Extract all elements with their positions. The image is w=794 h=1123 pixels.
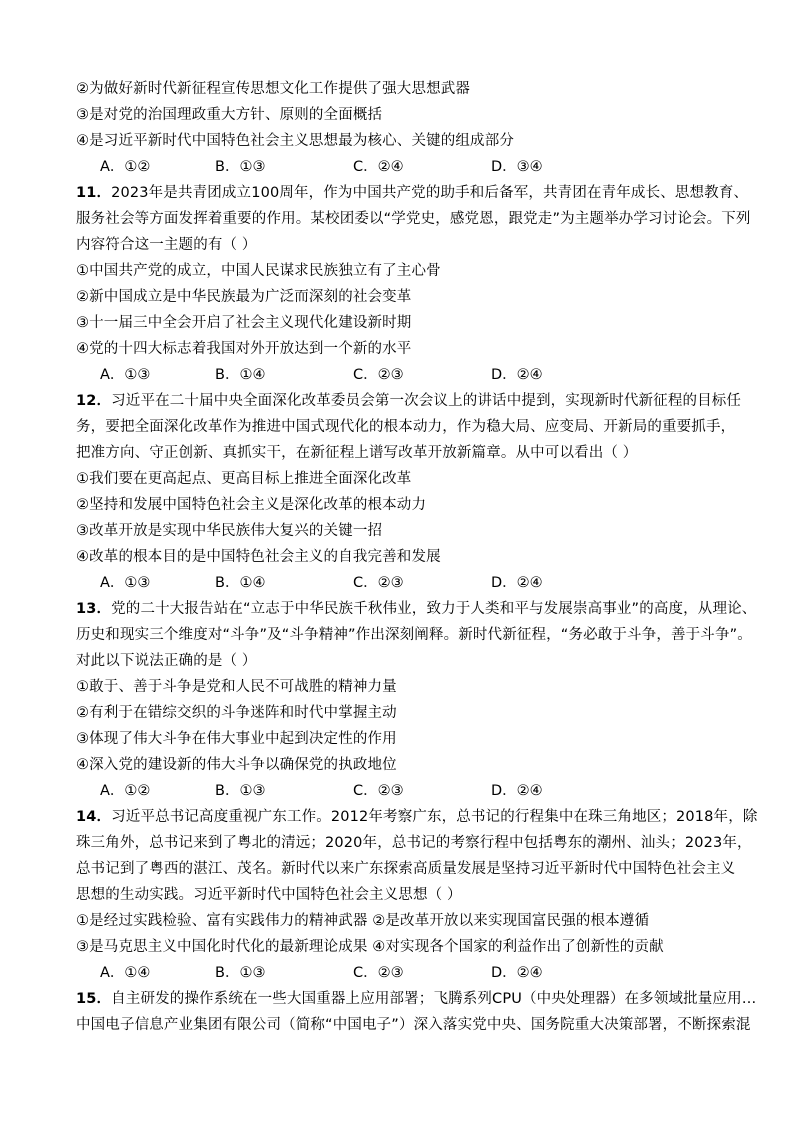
statement-4: ④是习近平新时代中国特色社会主义思想最为核心、关键的组成部分 — [76, 133, 514, 149]
statement-4: ④改革的根本目的是中国特色社会主义的自我完善和发展 — [76, 549, 441, 565]
statement-3-4: ③是马克思主义中国化时代化的最新理论成果 ④对实现各个国家的利益作出了创新性的贡献 — [76, 939, 664, 955]
question-12-stem-2: 务，要把全面深化改革作为推进中国式现代化的根本动力，作为稳大局、应变局、开新局的重要抓手， — [76, 419, 736, 435]
statement-1-2: ①是经过实践检验、富有实践伟力的精神武器 ②是改革开放以来实现国富民强的根本遵循 — [76, 913, 650, 929]
option-a[interactable]: A．①④ — [100, 965, 151, 981]
statement-4: ④党的十四大标志着我国对外开放达到一个新的水平 — [76, 341, 412, 357]
statement-2: ②新中国成立是中华民族最为广泛而深刻的社会变革 — [76, 289, 412, 305]
question-12-stem — [76, 391, 741, 411]
question-number: 14． — [76, 809, 112, 825]
question-11-stem-3: 内容符合这一主题的有（ ） — [76, 237, 257, 253]
statement-2: ②有利于在错综交织的斗争迷阵和时代中掌握主动 — [76, 705, 397, 721]
option-a[interactable]: A．①③ — [100, 575, 151, 591]
stem-text: 习近平总书记高度重视广东工作。2012年考察广东，总书记的行程集中在珠三角地区；2018年，除 — [111, 809, 758, 825]
option-b[interactable]: B．①③ — [215, 783, 266, 799]
statement-1: ①敢于、善于斗争是党和人民不可战胜的精神力量 — [76, 679, 397, 695]
question-11-stem-2: 服务社会等方面发挥着重要的作用。某校团委以“学党史，感党恩，跟党走”为主题举办学习讨论会。下列 — [76, 211, 751, 227]
option-d[interactable]: D．②④ — [491, 575, 543, 591]
question-14-stem-2: 珠三角外，总书记来到了粤北的清远；2020年，总书记的考察行程中包括粤东的潮州、汕头；2023年， — [76, 835, 752, 851]
option-a[interactable]: A．①③ — [100, 367, 151, 383]
question-14-stem — [76, 807, 758, 827]
stem-text: 习近平在二十届中央全面深化改革委员会第一次会议上的讲话中提到，实现新时代新征程的目标任 — [111, 393, 742, 409]
option-a[interactable]: A．①② — [100, 159, 151, 175]
statement-2: ②坚持和发展中国特色社会主义是深化改革的根本动力 — [76, 497, 427, 513]
option-b[interactable]: B．①④ — [215, 367, 266, 383]
option-d[interactable]: D．②④ — [491, 965, 543, 981]
question-number: 15． — [76, 991, 112, 1007]
statement-4: ④深入党的建设新的伟大斗争以确保党的执政地位 — [76, 757, 397, 773]
question-15-stem-2: 中国电子信息产业集团有限公司（简称“中国电子”）深入落实党中央、国务院重大决策部署，不断探索混 — [76, 1017, 751, 1033]
statement-3: ③是对党的治国理政重大方针、原则的全面概括 — [76, 107, 383, 123]
option-b[interactable]: B．①④ — [215, 575, 266, 591]
option-d[interactable]: D．②④ — [491, 783, 543, 799]
statement-3: ③十一届三中全会开启了社会主义现代化建设新时期 — [76, 315, 412, 331]
option-d[interactable]: D．②④ — [491, 367, 543, 383]
question-13-stem-2: 历史和现实三个维度对“斗争”及“斗争精神”作出深刻阐释。新时代新征程，“务必敢于斗争，善于斗争”。 — [76, 627, 752, 643]
option-c[interactable]: C．②③ — [353, 783, 404, 799]
question-number: 11． — [76, 185, 112, 201]
question-14-stem-3: 总书记到了粤西的湛江、茂名。新时代以来广东探索高质量发展是坚持习近平新时代中国特色社会主义 — [76, 861, 736, 877]
option-b[interactable]: B．①③ — [215, 965, 266, 981]
statement-3: ③体现了伟大斗争在伟大事业中起到决定性的作用 — [76, 731, 397, 747]
statement-3: ③改革开放是实现中华民族伟大复兴的关键一招 — [76, 523, 383, 539]
option-c[interactable]: C．②③ — [353, 575, 404, 591]
question-13-stem-3: 对此以下说法正确的是（ ） — [76, 653, 257, 669]
question-number: 12． — [76, 393, 112, 409]
option-c[interactable]: C．②③ — [353, 367, 404, 383]
stem-text: 自主研发的操作系统在一些大国重器上应用部署；飞腾系列CPU（中央处理器）在多领域批量应用… — [111, 991, 757, 1007]
question-13-stem — [76, 599, 756, 619]
option-b[interactable]: B．①③ — [215, 159, 266, 175]
option-c[interactable]: C．②④ — [353, 159, 404, 175]
question-number: 13． — [76, 601, 112, 617]
question-15-stem — [76, 989, 756, 1009]
option-d[interactable]: D．③④ — [491, 159, 543, 175]
stem-text: 2023年是共青团成立100周年，作为中国共产党的助手和后备军，共青团在青年成长、思想教育、 — [111, 185, 749, 201]
statement-2: ②为做好新时代新征程宣传思想文化工作提供了强大思想武器 — [76, 81, 471, 97]
stem-text: 党的二十大报告站在“立志于中华民族千秋伟业，致力于人类和平与发展崇高事业”的高度，从理论、 — [111, 601, 757, 617]
question-12-stem-3: 把准方向、守正创新、真抓实干，在新征程上谱写改革开放新篇章。从中可以看出（ ） — [76, 445, 638, 461]
question-11-stem — [76, 183, 748, 203]
option-c[interactable]: C．②③ — [353, 965, 404, 981]
statement-1: ①我们要在更高起点、更高目标上推进全面深化改革 — [76, 471, 412, 487]
question-14-stem-4: 思想的生动实践。习近平新时代中国特色社会主义思想（ ） — [76, 887, 462, 903]
option-a[interactable]: A．①② — [100, 783, 151, 799]
statement-1: ①中国共产党的成立，中国人民谋求民族独立有了主心骨 — [76, 263, 441, 279]
